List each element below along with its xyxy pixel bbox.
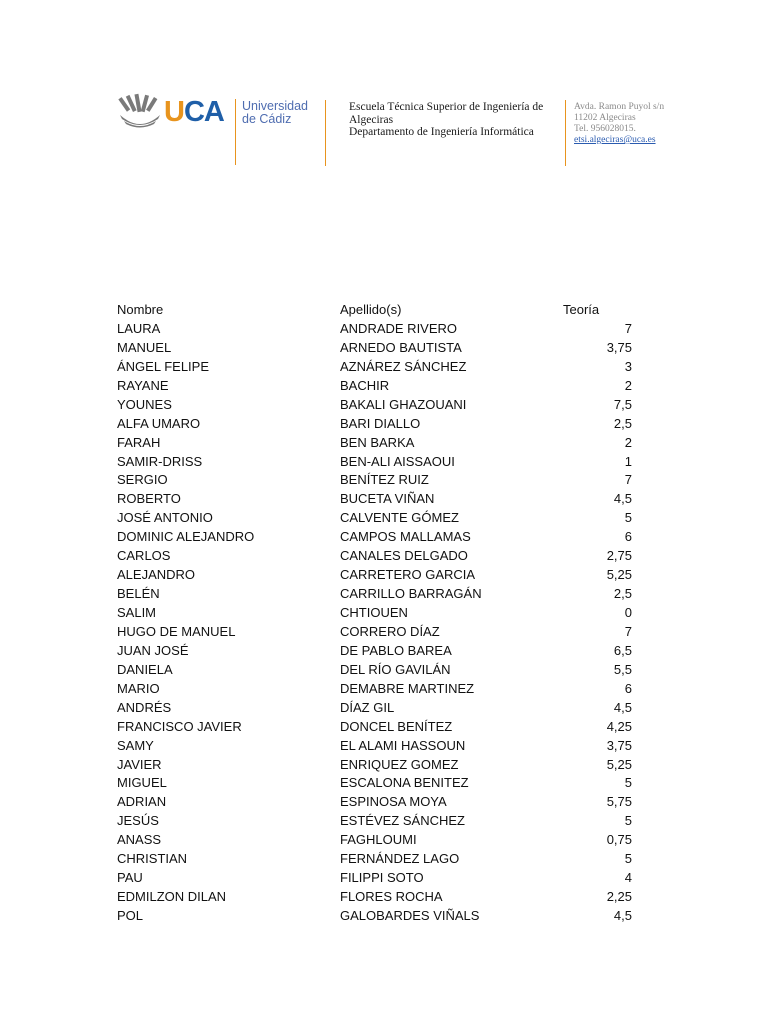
student-name-cell: SERGIO	[117, 472, 168, 488]
theory-grade-cell: 1	[624, 453, 632, 469]
theory-grade-cell: 7,5	[613, 396, 632, 412]
theory-grade-cell: 5	[624, 813, 632, 829]
table-row	[117, 869, 637, 888]
theory-grade-cell: 5,25	[606, 756, 632, 772]
table-row	[117, 661, 637, 680]
student-surname-cell: CANALES DELGADO	[340, 548, 468, 564]
school-name-line1: Escuela Técnica Superior de Ingeniería de	[349, 101, 544, 113]
theory-grade-cell: 4,5	[613, 699, 632, 715]
student-surname-cell: FLORES ROCHA	[340, 889, 443, 905]
student-surname-cell: CALVENTE GÓMEZ	[340, 510, 459, 526]
theory-grade-cell: 4,5	[613, 908, 632, 923]
student-name-cell: EDMILZON DILAN	[117, 889, 227, 905]
table-row	[117, 623, 637, 642]
student-name-cell: CHRISTIAN	[117, 851, 188, 867]
student-surname-cell: GALOBARDES VIÑALS	[340, 908, 480, 923]
letterhead	[0, 0, 768, 180]
theory-grade-cell: 7	[624, 320, 632, 336]
student-name-cell: JOSÉ ANTONIO	[117, 510, 213, 526]
theory-grade-cell: 2	[624, 434, 632, 450]
student-surname-cell: FAGHLOUMI	[340, 832, 417, 848]
table-row	[117, 604, 637, 623]
divider-line	[325, 100, 326, 166]
student-surname-cell: CARRETERO GARCIA	[340, 567, 476, 583]
student-surname-cell: CAMPOS MALLAMAS	[340, 529, 471, 545]
contact-block	[574, 102, 694, 146]
uca-wordmark-u: U	[164, 96, 184, 128]
theory-grade-cell: 6,5	[613, 642, 632, 658]
student-surname-cell: DONCEL BENÍTEZ	[340, 718, 453, 734]
school-name-line2: Algeciras	[349, 113, 394, 126]
student-surname-cell: ENRIQUEZ GOMEZ	[340, 756, 459, 772]
student-surname-cell: CORRERO DÍAZ	[340, 623, 440, 639]
student-name-cell: SALIM	[117, 605, 157, 620]
student-surname-cell: BACHIR	[340, 377, 390, 393]
student-name-cell: MIGUEL	[117, 775, 167, 791]
student-surname-cell: BARI DIALLO	[340, 415, 421, 431]
table-row	[117, 358, 637, 377]
school-block	[349, 101, 554, 139]
table-row	[117, 547, 637, 566]
table-row	[117, 339, 637, 358]
theory-grade-cell: 5,25	[606, 567, 632, 583]
table-row	[117, 471, 637, 490]
table-row	[117, 415, 637, 434]
student-name-cell: ALFA UMARO	[117, 415, 201, 431]
university-name-line2: de Cádiz	[242, 112, 292, 126]
student-name-cell: ALEJANDRO	[117, 567, 196, 583]
theory-grade-cell: 5	[624, 775, 632, 791]
student-name-cell: DOMINIC ALEJANDRO	[117, 529, 255, 545]
student-name-cell: FARAH	[117, 434, 161, 450]
student-name-cell: ÁNGEL FELIPE	[117, 358, 209, 374]
theory-grade-cell: 7	[624, 472, 632, 488]
student-name-cell: POL	[117, 908, 144, 923]
table-row	[117, 774, 637, 793]
table-row	[117, 453, 637, 472]
theory-grade-cell: 6	[624, 680, 632, 696]
student-surname-cell: BEN BARKA	[340, 434, 415, 450]
table-row	[117, 907, 637, 926]
table-row	[117, 320, 637, 339]
column-header-grade: Teoría	[563, 302, 600, 317]
student-name-cell: SAMIR-DRISS	[117, 453, 203, 469]
table-row	[117, 528, 637, 547]
student-name-cell: BELÉN	[117, 586, 160, 602]
theory-grade-cell: 4,5	[613, 491, 632, 507]
student-surname-cell: BENÍTEZ RUIZ	[340, 472, 429, 488]
theory-grade-cell: 7	[624, 623, 632, 639]
table-row	[117, 642, 637, 661]
table-row	[117, 812, 637, 831]
theory-grade-cell: 3,75	[606, 737, 632, 753]
student-name-cell: LAURA	[117, 320, 161, 336]
table-row	[117, 680, 637, 699]
student-name-cell: ANDRÉS	[117, 699, 172, 715]
student-surname-cell: ANDRADE RIVERO	[340, 320, 458, 336]
divider-line	[235, 99, 236, 165]
student-surname-cell: ESCALONA BENITEZ	[340, 775, 469, 791]
table-row	[117, 566, 637, 585]
table-row	[117, 585, 637, 604]
theory-grade-cell: 2,5	[613, 586, 632, 602]
student-surname-cell: FERNÁNDEZ LAGO	[340, 851, 460, 867]
theory-grade-cell: 5	[624, 851, 632, 867]
table-row	[117, 793, 637, 812]
university-name	[242, 100, 308, 126]
table-row	[117, 850, 637, 869]
table-row	[117, 699, 637, 718]
student-name-cell: FRANCISCO JAVIER	[117, 718, 242, 734]
student-name-cell: CARLOS	[117, 548, 171, 564]
student-name-cell: ADRIAN	[117, 794, 167, 810]
student-name-cell: PAU	[117, 870, 143, 886]
student-surname-cell: ARNEDO BAUTISTA	[340, 339, 462, 355]
student-surname-cell: BAKALI GHAZOUANI	[340, 396, 467, 412]
theory-grade-cell: 6	[624, 529, 632, 545]
theory-grade-cell: 3,75	[606, 339, 632, 355]
uca-wordmark	[164, 96, 224, 128]
student-surname-cell: EL ALAMI HASSOUN	[340, 737, 466, 753]
address-line1: Avda. Ramon Puyol s/n	[574, 102, 665, 112]
theory-grade-cell: 2	[624, 377, 632, 393]
table-row	[117, 490, 637, 509]
table-row	[117, 888, 637, 907]
student-surname-cell: AZNÁREZ SÁNCHEZ	[340, 358, 467, 374]
column-header-name: Nombre	[117, 302, 164, 317]
student-surname-cell: FILIPPI SOTO	[340, 870, 424, 886]
student-surname-cell: DEMABRE MARTINEZ	[340, 680, 475, 696]
student-surname-cell: ESTÉVEZ SÁNCHEZ	[340, 813, 465, 829]
theory-grade-cell: 2,75	[606, 548, 632, 564]
student-name-cell: MARIO	[117, 680, 160, 696]
table-row	[117, 756, 637, 775]
student-surname-cell: DÍAZ GIL	[340, 699, 395, 715]
uca-wordmark-ca: CA	[183, 96, 224, 128]
divider-line	[565, 100, 566, 166]
table-row	[117, 509, 637, 528]
phone-number: Tel. 956028015.	[574, 124, 636, 134]
student-name-cell: SAMY	[117, 737, 154, 753]
department-name: Departamento de Ingeniería Informática	[349, 126, 534, 138]
student-name-cell: ROBERTO	[117, 491, 181, 507]
student-name-cell: JAVIER	[117, 756, 162, 772]
theory-grade-cell: 5,75	[606, 794, 632, 810]
student-name-cell: HUGO DE MANUEL	[117, 623, 236, 639]
theory-grade-cell: 2,25	[606, 889, 632, 905]
student-name-cell: RAYANE	[117, 377, 169, 393]
student-name-cell: MANUEL	[117, 339, 172, 355]
student-surname-cell: CARRILLO BARRAGÁN	[340, 586, 482, 602]
email-link[interactable]: etsi.algeciras@uca.es	[574, 135, 656, 145]
student-name-cell: JESÚS	[117, 813, 159, 829]
theory-grade-cell: 0,75	[606, 832, 632, 848]
student-surname-cell: CHTIOUEN	[340, 605, 408, 620]
student-name-cell: ANASS	[117, 832, 162, 848]
address-line2: 11202 Algeciras	[574, 113, 636, 123]
theory-grade-cell: 4	[624, 870, 632, 886]
student-surname-cell: DEL RÍO GAVILÁN	[340, 661, 451, 677]
table-row	[117, 434, 637, 453]
column-header-surname: Apellido(s)	[340, 302, 402, 317]
university-name-line1: Universidad	[242, 99, 309, 113]
student-surname-cell: BUCETA VIÑAN	[340, 491, 435, 507]
table-row	[117, 718, 637, 737]
student-surname-cell: ESPINOSA MOYA	[340, 794, 447, 810]
student-name-cell: JUAN JOSÉ	[117, 642, 189, 658]
theory-grade-cell: 3	[624, 358, 632, 374]
theory-grade-cell: 4,25	[606, 718, 632, 734]
student-surname-cell: DE PABLO BAREA	[340, 642, 452, 658]
student-name-cell: DANIELA	[117, 661, 173, 677]
theory-grade-cell: 5	[624, 510, 632, 526]
student-surname-cell: BEN-ALI AISSAOUI	[340, 453, 455, 469]
table-row	[117, 377, 637, 396]
table-row	[117, 737, 637, 756]
theory-grade-cell: 5,5	[613, 661, 632, 677]
grades-table	[117, 301, 637, 926]
theory-grade-cell: 0	[624, 605, 632, 620]
student-name-cell: YOUNES	[117, 396, 172, 412]
table-header-row	[117, 301, 637, 320]
table-row	[117, 831, 637, 850]
theory-grade-cell: 2,5	[613, 415, 632, 431]
uca-emblem-icon	[118, 93, 162, 131]
table-row	[117, 396, 637, 415]
table-body	[117, 320, 637, 926]
